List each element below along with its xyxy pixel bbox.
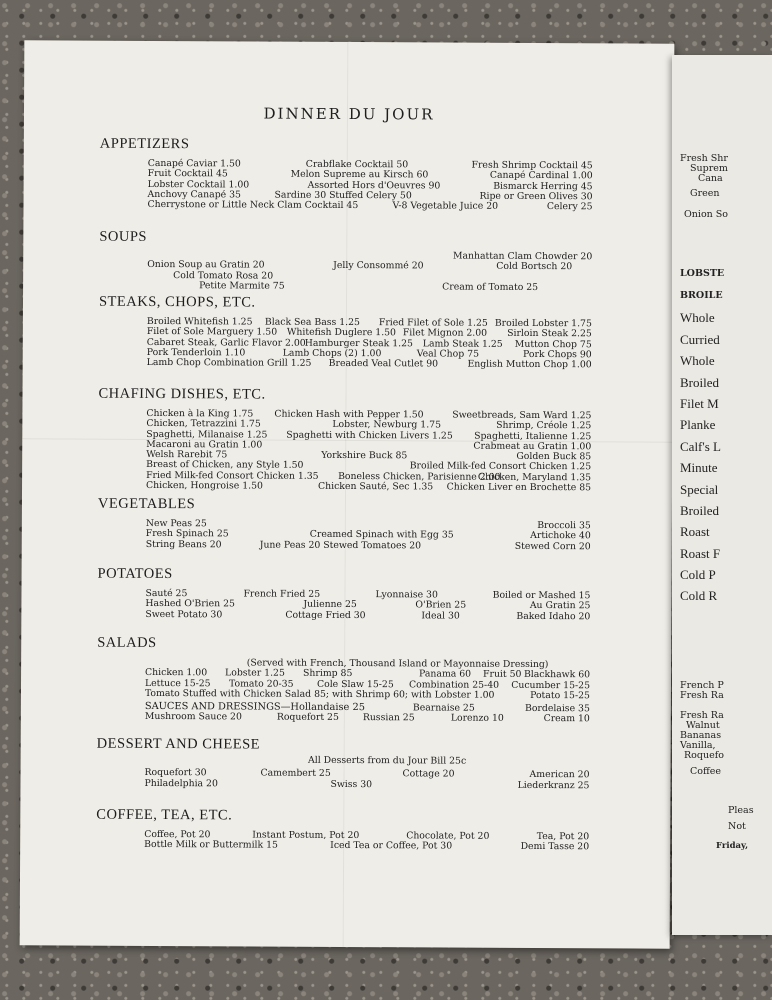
menu-item: Ripe or Green Olives 30 <box>479 190 593 203</box>
section-salads <box>97 635 597 725</box>
footer-text: Not <box>728 821 746 832</box>
menu-item: Philadelphia 20 <box>144 777 218 789</box>
menu-item: V-8 Vegetable Juice 20 <box>392 200 499 212</box>
menu-item: Chicken, Maryland 1.35 <box>477 471 592 484</box>
menu-item: Tomato Stuffed with Chicken Salad 85; with Shrimp 60; with Lobster 1.00 <box>144 687 495 701</box>
menu-item: Fried Milk-fed Consort Chicken 1.35 <box>146 469 319 482</box>
section-body <box>145 589 590 622</box>
menu-item: Boneless Chicken, Parisienne 2.00 <box>338 470 501 483</box>
menu-item: Cold R <box>680 588 718 603</box>
menu-item: New Peas 25 <box>145 517 207 530</box>
menu-title: DINNER DU JOUR <box>263 104 435 124</box>
menu-item: Hashed O'Brien 25 <box>145 598 235 610</box>
footer-text: Pleas <box>728 805 754 816</box>
menu-item: Sauté 25 <box>145 587 188 600</box>
menu-item: Bananas <box>680 730 722 741</box>
menu-item: Canapé Cardinal 1.00 <box>489 170 593 182</box>
menu-item: Vanilla, <box>680 740 716 751</box>
menu-item: Au Gratin 25 <box>529 600 591 612</box>
menu-item: French P <box>680 680 724 691</box>
menu-item: Filet of Sole Marguery 1.50 <box>146 326 278 338</box>
menu-item: Green <box>690 188 720 199</box>
menu-item: Broccoli 35 <box>537 519 591 532</box>
menu-item: Chicken Hash with Pepper 1.50 <box>274 408 424 421</box>
menu-item: Chicken Sauté, Sec 1.35 <box>318 480 434 493</box>
menu-item: Cold P <box>680 567 716 582</box>
menu-item: Onion So <box>684 209 729 220</box>
menu-item: Cream of Tomato 25 <box>442 281 539 293</box>
menu-item: Iced Tea or Coffee, Pot 30 <box>330 840 453 852</box>
menu-item: Lettuce 15-25 <box>144 677 211 689</box>
menu-item: Spaghetti, Milanaise 1.25 <box>146 428 268 441</box>
menu-row <box>145 712 590 725</box>
dessert-note: All Desserts from du Jour Bill 25c <box>308 754 467 767</box>
menu-item: Julienne 25 <box>303 599 357 611</box>
menu-item: Fresh Spinach 25 <box>145 528 229 540</box>
menu-item: Cold Tomato Rosa 20 <box>173 269 274 282</box>
menu-item: Artichoke 40 <box>530 530 591 542</box>
menu-item: Cana <box>698 173 723 184</box>
menu-item: Canapé Caviar 1.50 <box>147 157 241 170</box>
menu-item: Broiled Lobster 1.75 <box>494 317 592 330</box>
menu-item: Lobster Cocktail 1.00 <box>147 178 250 191</box>
menu-item: Breast of Chicken, any Style 1.50 <box>146 459 304 472</box>
section-heading: LOBSTE <box>680 268 725 279</box>
menu-item: Spaghetti with Chicken Livers 1.25 <box>286 429 453 442</box>
menu-item: Lamb Steak 1.25 <box>422 337 503 350</box>
menu-item: Cucumber 15-25 <box>511 679 591 691</box>
menu-item: Fresh Ra <box>680 690 724 701</box>
menu-item: Lobster 1.25 <box>225 667 285 679</box>
section-body <box>146 409 591 494</box>
menu-item: String Beans 20 <box>145 538 222 550</box>
menu-item: Cottage 20 <box>402 768 455 780</box>
menu-item: Filet M <box>680 396 719 411</box>
menu-item: Liederkranz 25 <box>517 779 590 791</box>
section-soups <box>99 229 599 294</box>
menu-item: Suprem <box>690 163 728 174</box>
menu-item: Shrimp, Créole 1.25 <box>496 420 592 432</box>
menu-row <box>144 779 589 792</box>
menu-item: Whitefish Duglere 1.50 <box>286 326 397 339</box>
menu-item: Baked Idaho 20 <box>516 610 591 622</box>
section-heading: SOUPS <box>99 228 148 245</box>
menu-page <box>20 40 675 948</box>
menu-item: Shrimp 85 <box>303 668 353 680</box>
menu-item: Golden Buck 85 <box>516 451 592 463</box>
menu-item: Pork Tenderloin 1.10 <box>146 346 246 359</box>
menu-item: Fruit 50 <box>483 669 522 681</box>
menu-item: Curried <box>680 332 720 347</box>
menu-item: Tomato 20-35 <box>228 677 294 690</box>
menu-item: Chicken Liver en Brochette 85 <box>446 481 592 494</box>
menu-item: American 20 <box>529 769 590 781</box>
section-body <box>147 317 592 371</box>
section-heading: CHAFING DISHES, ETC. <box>98 385 266 403</box>
menu-item: Creamed Spinach with Egg 35 <box>309 529 454 541</box>
menu-item: Fresh Shr <box>680 153 728 164</box>
menu-item: Pork Chops 90 <box>522 348 592 361</box>
footer-text: Friday, <box>716 841 749 851</box>
menu-item: Broiled <box>680 375 719 390</box>
menu-item: Whole <box>680 310 715 325</box>
menu-item: Panama 60 <box>419 668 472 680</box>
menu-item: Fresh Ra <box>680 710 724 721</box>
menu-item: Chicken 1.00 <box>145 667 208 679</box>
menu-item: Minute <box>680 460 718 475</box>
menu-item: Macaroni au Gratin 1.00 <box>146 438 263 451</box>
section-heading: VEGETABLES <box>97 495 196 513</box>
menu-item: Onion Soup au Gratin 20 <box>147 259 265 271</box>
menu-item: Russian 25 <box>362 712 415 724</box>
menu-item: Breaded Veal Cutlet 90 <box>328 358 439 370</box>
menu-item: Tea, Pot 20 <box>536 830 590 843</box>
menu-item: Instant Postum, Pot 20 <box>252 829 360 842</box>
section-body <box>147 159 592 213</box>
section-chafing-dishes <box>98 386 599 494</box>
menu-item: Chicken, Hongroise 1.50 <box>146 480 263 492</box>
menu-item: Fruit Cocktail 45 <box>147 168 228 180</box>
menu-item: Broiled Whitefish 1.25 <box>146 315 253 328</box>
menu-item: Mutton Chop 75 <box>514 338 592 350</box>
menu-item: Fresh Shrimp Cocktail 45 <box>471 159 593 172</box>
menu-item: Crabmeat au Gratin 1.00 <box>473 440 592 453</box>
menu-item: Cottage Fried 30 <box>285 609 366 621</box>
menu-item: Cabaret Steak, Garlic Flavor 2.00 <box>146 336 306 349</box>
second-menu-page <box>672 55 772 935</box>
menu-item: French Fried 25 <box>243 588 321 600</box>
menu-item: Potato 15-25 <box>530 689 590 702</box>
section-appetizers <box>99 136 599 213</box>
menu-row <box>145 689 590 702</box>
menu-item: Spaghetti, Italienne 1.25 <box>474 430 592 442</box>
menu-item: Chocolate, Pot 20 <box>406 830 490 842</box>
menu-item: Boiled or Mashed 15 <box>492 589 591 602</box>
menu-item: Roast <box>680 524 710 539</box>
section-heading: BROILE <box>680 290 723 301</box>
section-vegetables <box>98 496 598 553</box>
menu-item: Veal Chop 75 <box>416 348 480 360</box>
menu-item: English Mutton Chop 1.00 <box>467 358 592 371</box>
section-steaks <box>99 294 599 371</box>
menu-item: Lyonnaise 30 <box>375 589 438 601</box>
menu-row <box>146 540 591 553</box>
section-heading: SALADS <box>97 634 157 652</box>
menu-item: Chicken à la King 1.75 <box>146 407 254 420</box>
menu-item: Yorkshire Buck 85 <box>321 450 408 462</box>
menu-item: Celery 25 <box>546 201 593 213</box>
menu-item: Bismarck Herring 45 <box>493 180 593 192</box>
menu-item: Cold Bortsch 20 <box>496 261 573 273</box>
menu-row <box>147 281 592 294</box>
menu-item: Crabflake Cocktail 50 <box>305 158 409 171</box>
menu-item: Broiled <box>680 503 719 518</box>
section-body <box>145 658 590 725</box>
menu-row <box>146 481 591 494</box>
menu-item: Petite Marmite 75 <box>199 280 285 292</box>
menu-item: Bottle Milk or Buttermilk 15 <box>144 839 279 851</box>
menu-item: Whole <box>680 353 715 368</box>
menu-item: Demi Tasse 20 <box>520 841 590 853</box>
menu-item: Mushroom Sauce 20 <box>144 711 242 723</box>
menu-item: Assorted Hors d'Oeuvres 90 <box>307 179 441 192</box>
menu-item: Combination 25-40 <box>408 678 500 691</box>
menu-item: Jelly Consommé 20 <box>333 260 424 272</box>
section-heading: POTATOES <box>97 565 173 583</box>
menu-item: Blackhawk 60 <box>523 669 591 681</box>
menu-row <box>147 358 592 371</box>
menu-item: Welsh Rarebit 75 <box>146 449 228 461</box>
menu-row <box>145 610 590 623</box>
menu-item: Cream 10 <box>543 713 590 725</box>
menu-item: O'Brien 25 <box>415 599 467 611</box>
menu-item: Lobster, Newburg 1.75 <box>332 419 442 431</box>
section-body <box>147 250 592 294</box>
menu-item: Cherrystone or Little Neck Clam Cocktail 45 <box>147 199 359 212</box>
menu-item: Cole Slaw 15-25 <box>316 678 394 690</box>
menu-item: Sardine 30 Stuffed Celery 50 <box>274 189 412 202</box>
section-heading: STEAKS, CHOPS, ETC. <box>98 293 256 311</box>
menu-item: Roquefort 30 <box>144 767 207 779</box>
menu-item: Black Sea Bass 1.25 <box>264 316 361 329</box>
sauces-heading: SAUCES AND DRESSINGS—Hollandaise 25 <box>144 701 365 714</box>
section-coffee-tea <box>96 807 596 853</box>
menu-row <box>144 840 589 853</box>
menu-item: Lamb Chop Combination Grill 1.25 <box>146 357 312 369</box>
section-heading: COFFEE, TEA, ETC. <box>96 806 233 824</box>
menu-item: Bordelaise 35 <box>524 703 590 715</box>
menu-item: Coffee <box>690 766 721 777</box>
menu-item: Chicken, Tetrazzini 1.75 <box>146 418 261 430</box>
menu-item: Manhattan Clam Chowder 20 <box>452 250 593 263</box>
menu-item: Walnut <box>686 720 720 731</box>
menu-item: Special <box>680 482 719 497</box>
menu-item: Lorenzo 10 <box>450 713 504 725</box>
menu-item: Stewed Corn 20 <box>514 540 591 552</box>
menu-item: Fried Filet of Sole 1.25 <box>378 317 488 329</box>
menu-item: Melon Supreme au Kirsch 60 <box>290 168 429 181</box>
menu-item: Sweetbreads, Sam Ward 1.25 <box>452 409 592 422</box>
menu-item: Coffee, Pot 20 <box>144 828 211 841</box>
menu-row <box>147 200 592 213</box>
menu-item: Anchovy Canapé 35 <box>147 188 241 201</box>
menu-item: June Peas 20 Stewed Tomatoes 20 <box>259 539 422 551</box>
menu-item: Camembert 25 <box>260 767 331 780</box>
menu-item: Broiled Milk-fed Consort Chicken 1.25 <box>409 460 592 473</box>
menu-item: Roquefo <box>684 750 724 761</box>
menu-item: Swiss 30 <box>330 778 373 790</box>
section-body <box>144 830 589 853</box>
menu-item: Sirloin Steak 2.25 <box>507 328 592 340</box>
section-dessert-cheese <box>96 736 596 792</box>
menu-item: Filet Mignon 2.00 <box>402 327 488 340</box>
salads-note: (Served with French, Thousand Island or Mayonnaise Dressing) <box>246 657 549 671</box>
section-heading: APPETIZERS <box>99 135 190 153</box>
menu-item: Sweet Potato 30 <box>145 608 223 620</box>
menu-item: Calf's L <box>680 439 721 454</box>
menu-item: Roquefort 25 <box>276 712 339 724</box>
menu-item: Bearnaise 25 <box>412 702 475 714</box>
menu-item: Ideal 30 <box>421 609 460 622</box>
section-body <box>144 755 589 791</box>
section-potatoes <box>97 566 597 623</box>
menu-item: Planke <box>680 417 716 432</box>
menu-item: Hamburger Steak 1.25 <box>304 337 413 349</box>
menu-item: Roast F <box>680 546 721 561</box>
menu-item: Lamb Chops (2) 1.00 <box>282 347 382 360</box>
section-body <box>146 519 591 552</box>
section-heading: DESSERT AND CHEESE <box>96 735 261 753</box>
